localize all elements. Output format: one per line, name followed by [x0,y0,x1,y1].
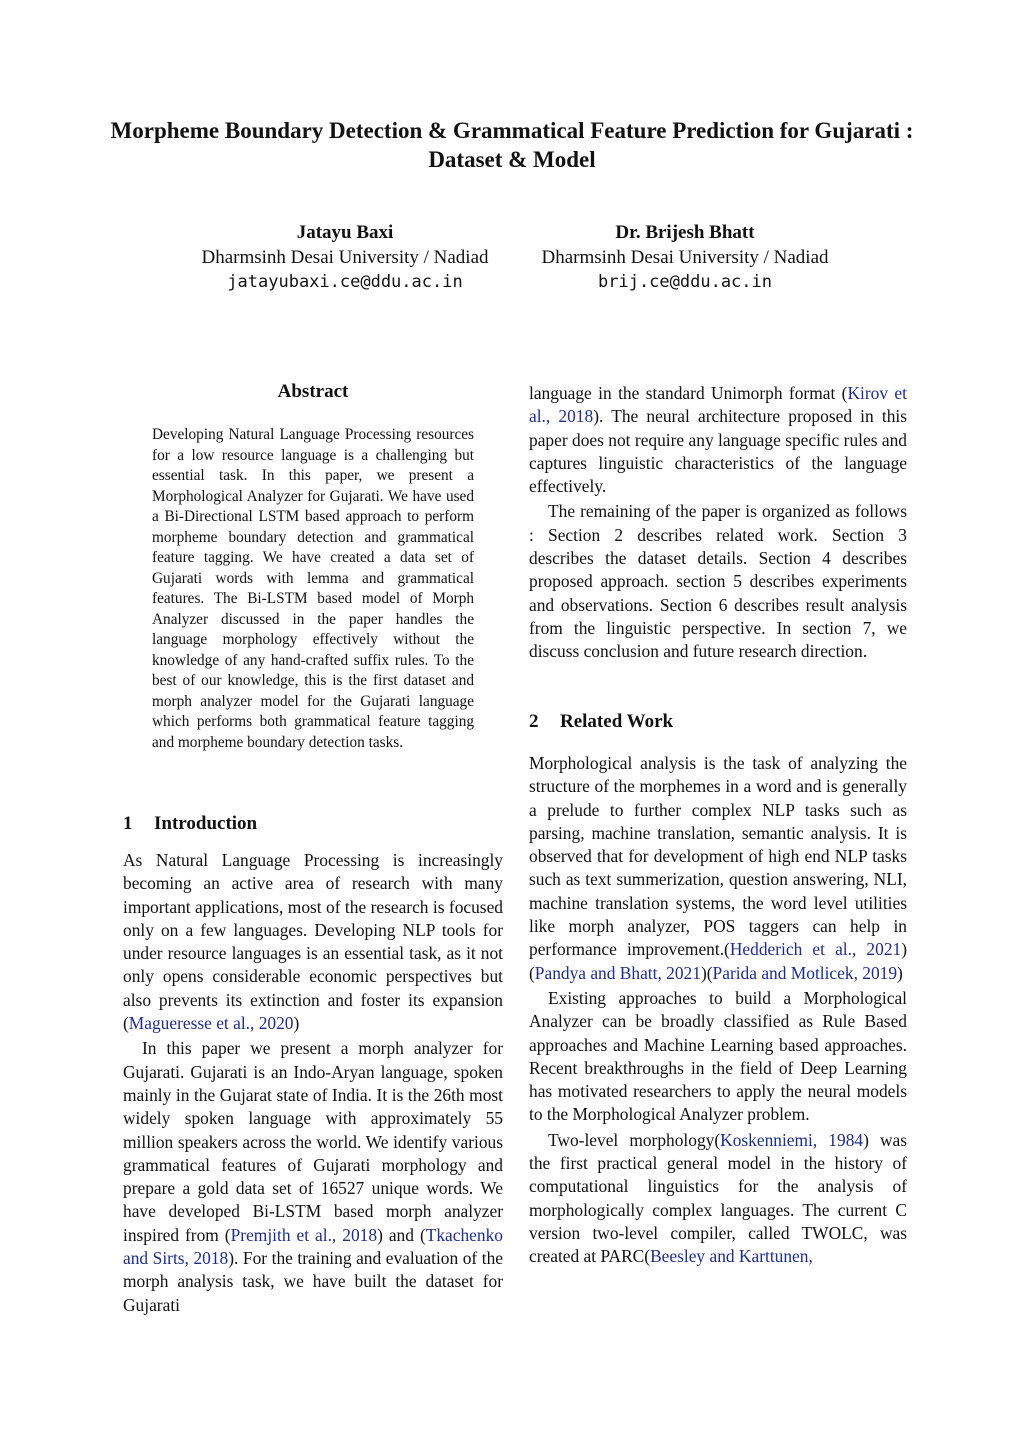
section-title: Related Work [560,711,674,732]
text-span: )( [529,939,908,983]
text-span: Two-level morphology( [548,1129,721,1150]
citation-link[interactable]: Beesley and Karttunen, [650,1246,813,1267]
text-span: )( [700,962,713,983]
text-span: ) [897,962,903,983]
author-1 [165,220,525,295]
text-span: Morphological analysis is the task of analyzing the structure of the morphemes in a word and is generally a prelude to further complex NLP tasks such as parsing, machine translation, semantic analysis. It is observed that for development of high end NLP tasks such as text summerization, question answering, NLI, machine translation systems, the word level utilities like morph analyzer, POS taggers can help in performance improvement.( [529,753,907,960]
text-span: ) and ( [377,1224,426,1245]
section-title: Introduction [154,813,258,834]
text-span: ) [293,1013,300,1034]
citation-link[interactable]: Premjith et al., 2018 [230,1224,378,1245]
text-span: language in the standard Unimorph format ( [529,383,848,403]
paper-title: Morpheme Boundary Detection & Grammatical Feature Prediction for Gujarati : Dataset & Model [110,118,914,172]
section-number: 2 [529,711,539,732]
text-span: In this paper we present a morph analyzer for Gujarati. Gujarati is an Indo-Aryan language, spoken mainly in the Gujarat state of India. It is the 26th most widely spoken language with approximately 55 million speakers across the world. We identify various grammatical features of Gujarati morphology and prepare a gold data set of 16527 unique words. We have developed Bi-LSTM based morph analyzer inspired from ( [123,1038,503,1245]
text-span: ). For the training and evaluation of the morph analysis task, we have built the dataset for Gujarati [123,1248,503,1315]
author-name: Dr. Brijesh Bhatt [615,222,755,243]
citation-link[interactable]: Kirov et al., 2018 [529,383,907,427]
author-email[interactable]: brij.ce@ddu.ac.in [598,272,772,292]
paragraph [529,752,907,985]
citation-link[interactable]: Hedderich et al., 2021 [729,939,902,960]
citation-link[interactable]: Pandya and Bhatt, 2021 [534,962,701,983]
author-email[interactable]: jatayubaxi.ce@ddu.ac.in [227,272,463,292]
introduction-continued [529,382,907,664]
related-work-body [529,752,907,1269]
citation-link[interactable]: Parida and Motlicek, 2019 [712,962,898,983]
paragraph [529,382,907,498]
section-heading-introduction [123,813,257,835]
author-affiliation: Dharmsinh Desai University / Nadiad [541,247,829,268]
introduction-body [123,849,503,1317]
citation-link[interactable]: Magueresse et al., 2020 [128,1013,294,1034]
section-number: 1 [123,813,133,834]
author-name: Jatayu Baxi [296,222,394,243]
text-span: ) was the first practical general model in the history of computational linguistics for the analysis of morphologically complex languages. The current C version two-level compiler, called TWOLC, was created at PARC( [529,1129,908,1267]
author-2 [505,220,865,295]
text-span: ). The neural architecture proposed in this paper does not require any language specific rules and captures linguistic characteristics of the language effectively. [529,406,908,497]
author-affiliation: Dharmsinh Desai University / Nadiad [201,247,489,268]
abstract-text: Developing Natural Language Processing resources for a low resource language is a challenging but essential task. In this paper, we present a Morphological Analyzer for Gujarati. We have used a Bi-Directional LSTM based approach to perform morpheme boundary detection and grammatical feature tagging. We have created a data set of Gujarati words with lemma and grammatical features. The Bi-LSTM based model of Morph Analyzer discussed in the paper handles the language morphology effectively without the knowledge of any hand-crafted suffix rules. To the best of our knowledge, this is the first dataset and morph analyzer model for the Gujarati language which performs both grammatical feature tagging and morpheme boundary detection tasks. [152,426,474,751]
citation-link[interactable]: Koskenniemi, 1984 [720,1129,864,1150]
paragraph [123,849,503,1035]
paragraph: The remaining of the paper is organized as follows : Section 2 describes related work. Section 3 describes the dataset details. Section 4 describes proposed approach. section 5 describes experiments and observations. Section 6 describes result analysis from the linguistic perspective. In section 7, we discuss conclusion and future research direction. [529,501,907,662]
section-heading-related-work [529,711,673,733]
paragraph [123,1037,503,1317]
abstract-heading: Abstract [277,381,349,402]
citation-link[interactable]: Tkachenko and Sirts, 2018 [123,1224,503,1269]
text-span: As Natural Language Processing is increasingly becoming an active area of research with many important applications, most of the research is focused only on a few languages. Developing NLP tools for under resource languages is an essential task, as it not only opens considerable economic perspectives but also prevents its extinction and foster its expansion ( [123,850,503,1034]
paragraph: Existing approaches to build a Morphological Analyzer can be broadly classified as Rule Based approaches and Machine Learning based approaches. Recent breakthroughs in the field of Deep Learning has motivated researchers to apply the neural models to the Morphological Analyzer problem. [529,987,907,1125]
paragraph [529,1129,907,1269]
